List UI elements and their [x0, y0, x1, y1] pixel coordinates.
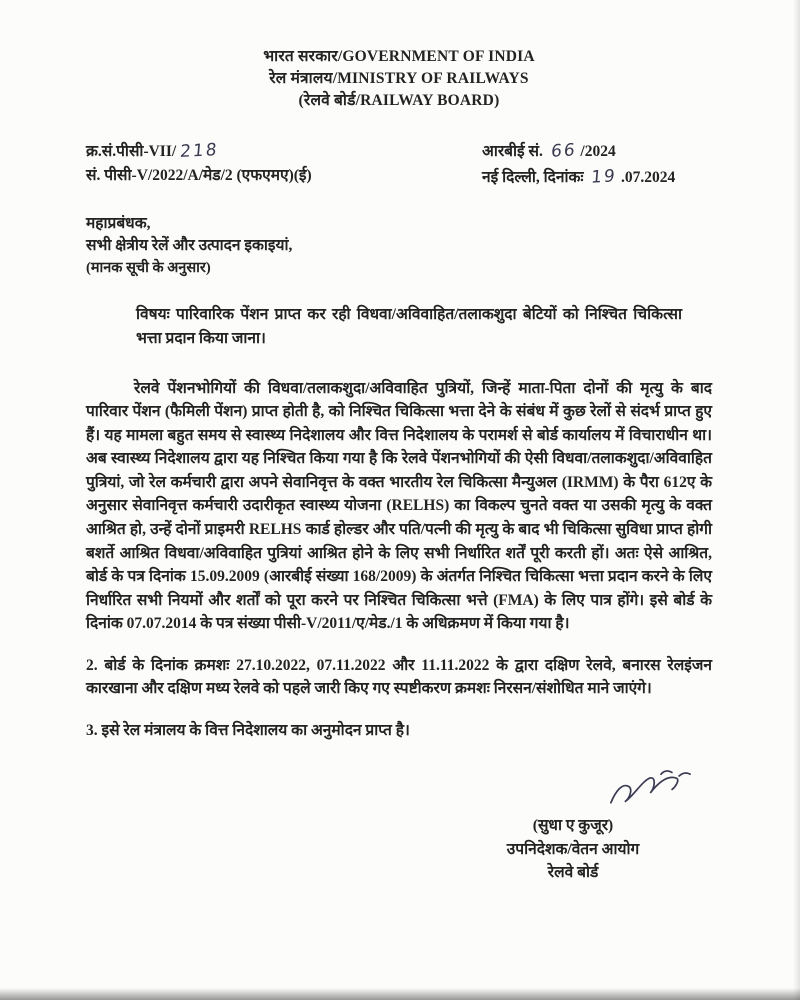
rbe-year-suffix: /2024 [580, 143, 616, 160]
letterhead [86, 46, 712, 112]
addressee-line-1: महाप्रबंधक, [86, 214, 151, 232]
body-paragraph-2: 2. बोर्ड के दिनांक क्रमशः 27.10.2022, 07.11.2022 और 11.11.2022 के द्वारा दक्षिण रेलवे, बनारस रेलइंजन कारखाना और दक्षिण मध्य रेलवे को पहले जारी किए गए स्पष्टीकरण क्रमशः निरसन/संशोधित माने जाएंगे। [86, 656, 712, 698]
body-paragraph-1: रेलवे पेंशनभोगियों की विधवा/तलाकशुदा/अविवाहित पुत्रियों, जिन्हें माता-पिता दोनों की मृत्यु के बाद पारिवार पेंशन (फैमिली पेंशन) प्राप्त होती है, को निश्चित चिकित्सा भत्ता देने के संबंध में कुछ रेलों से संदर्भ प्राप्त हुए हैं। यह मामला बहुत समय से स्वास्थ्य निदेशालय और वित्त निदेशालय के परामर्श से बोर्ड कार्यालय में विचाराधीन था। अब स्वास्थ्य निदेशालय द्वारा यह निश्चित किया गया है कि रेलवे पेंशनभोगियों की ऐसी विधवा/तलाकशुदा/अविवाहित पुत्रियां, जो रेल कर्मचारी द्वारा अपने सेवानिवृत्त के वक्त भारतीय रेल चिकित्सा मैन्युअल (IRMM) के पैरा 612ए के अनुसार सेवानिवृत्त कर्मचारी उदारीकृत स्वास्थ्य योजना (RELHS) का विकल्प चुनते वक्त या उसकी मृत्यु के वक्त आश्रित हो, उन्हें दोनों प्राइमरी RELHS कार्ड होल्डर और पति/पत्नी की मृत्यु के बाद भी चिकित्सा सुविधा प्राप्त होगी बशर्ते आश्रित विधवा/अविवाहित पुत्रियां आश्रित होने के लिए सभी निर्धारित शर्तें पूरी करती हों। अतः ऐसे आश्रित, बोर्ड के पत्र दिनांक 15.09.2009 (आरबीई संख्या 168/2009) के अंतर्गत निश्चित चिकित्सा भत्ता प्रदान करने के लिए निर्धारित सभी नियमों और शर्तों को पूरा करने पर निश्चित चिकित्सा भत्ते (FMA) के लिए पात्र होंगे। इसे बोर्ड के दिनांक 07.07.2014 के पत्र संख्या पीसी-V/2011/ए/मेड./1 के अधिक्रमण में किया गया है। [86, 379, 712, 633]
rbe-label: आरबीई सं. [482, 143, 543, 160]
serial-prefix: क्र.सं.पीसी-VII/ [86, 143, 177, 160]
government-line: भारत सरकार/GOVERNMENT OF INDIA [263, 48, 535, 65]
serial-number-line [86, 138, 312, 164]
addressee-block [86, 213, 712, 279]
rbe-number-handwritten: 66 [549, 140, 578, 162]
subject-line: विषयः पारिवारिक पेंशन प्राप्त कर रही विधवा/अविवाहित/तलाकशुदा बेटियों को निश्चित चिकित्सा भत्ता प्रदान किया जाना। [136, 305, 682, 347]
rbe-number-line [482, 138, 712, 164]
date-day-handwritten: 19 [590, 166, 618, 189]
addressee-line-2: सभी क्षेत्रीय रेलें और उत्पादन इकाइयां, [86, 237, 293, 255]
signature-block [438, 768, 708, 884]
place-date-label: नई दिल्ली, दिनांकः [482, 169, 584, 187]
reference-left [86, 138, 312, 188]
signatory-name: (सुधा ए कुजूर) [532, 817, 614, 835]
addressee-line-3: (मानक सूची के अनुसार) [86, 259, 211, 276]
date-suffix: .07.2024 [621, 169, 676, 187]
signatory-designation: उपनिदेशक/वेतन आयोग [506, 840, 640, 858]
serial-number-handwritten: 218 [179, 139, 220, 163]
signatory-organisation: रेलवे बोर्ड [547, 863, 599, 881]
handwritten-signature-icon [601, 765, 700, 814]
body-paragraph-3: 3. इसे रेल मंत्रालय के वित्त निदेशालय का अनुमोदन प्राप्त है। [86, 721, 410, 739]
reference-block [86, 138, 712, 191]
place-date-line [482, 164, 712, 190]
reference-right [482, 138, 712, 191]
board-line: (रेलवे बोर्ड/RAILWAY BOARD) [298, 92, 500, 109]
file-number-line: सं. पीसी-V/2022/A/मेड/2 (एफएमए)(ई) [86, 167, 312, 185]
ministry-line: रेल मंत्रालय/MINISTRY OF RAILWAYS [269, 70, 529, 87]
scan-edge-artifact [0, 988, 800, 1000]
